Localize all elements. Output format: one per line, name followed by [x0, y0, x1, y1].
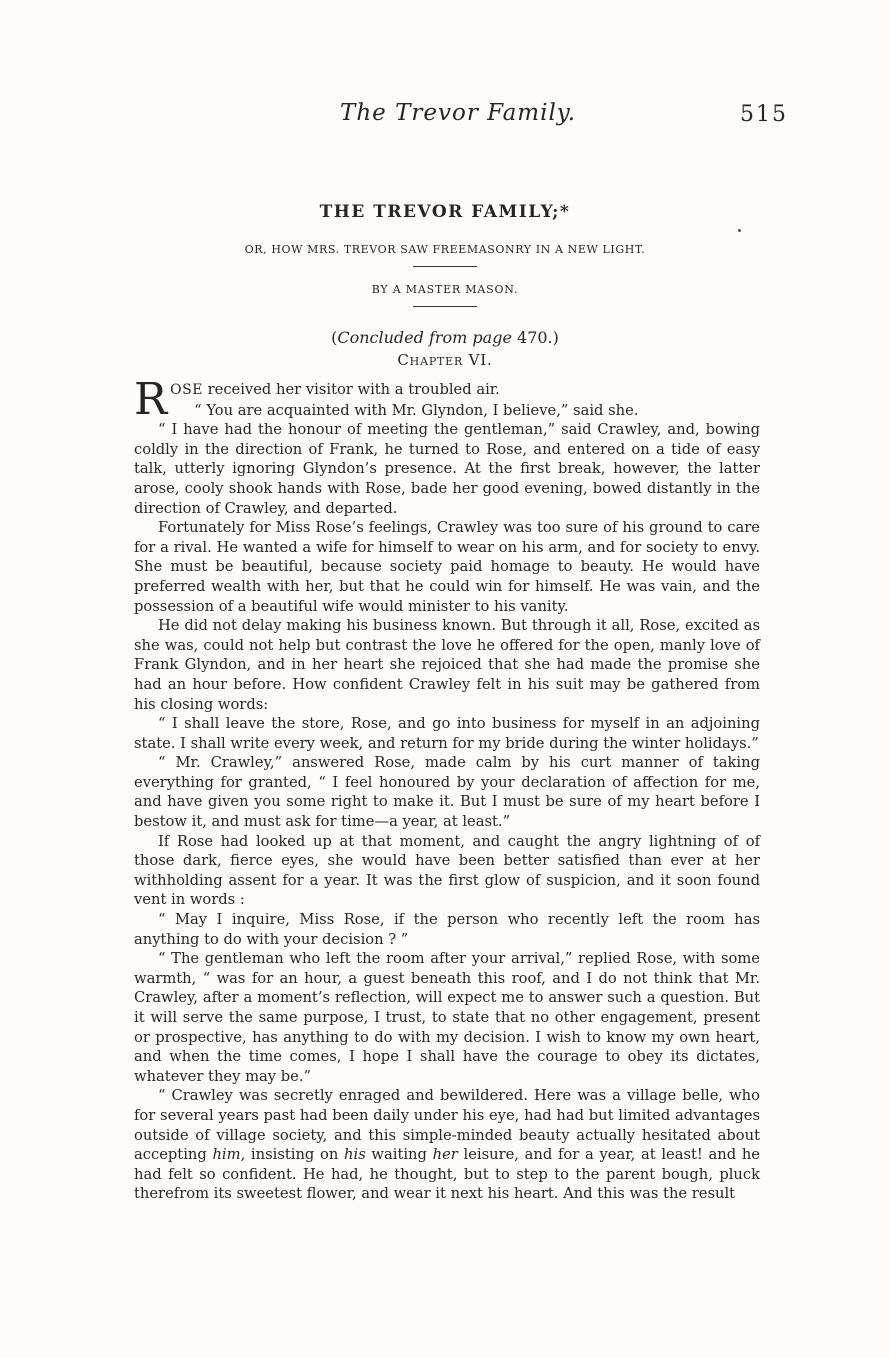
paragraph: If Rose had looked up at that moment, and caught the angry lightning of of those dark, fierce eyes, she would have been better satisfied than ever at her withholding assent for a year. It was the first glow of suspicion, and it soon found vent in words : [134, 832, 760, 909]
opening-text: received her visitor with a troubled air. [202, 381, 500, 398]
text-run: “ Crawley was secretly enraged and bewildered. Here was a village belle, who for several years past had been daily under his eye, had had but limited advantages outside of village society, and this simple-minded beauty actually hesitated about accepting [134, 1087, 760, 1164]
running-head [0, 100, 889, 134]
byline: BY A MASTER MASON. [371, 283, 519, 296]
running-title: The Trevor Family. [340, 100, 577, 126]
emphasis: his [344, 1146, 366, 1164]
text-run: waiting [365, 1146, 433, 1164]
divider-rule [413, 266, 477, 267]
article-subtitle: OR, HOW MRS. TREVOR SAW FREEMASONRY IN A NEW LIGHT. [244, 243, 646, 256]
continuation-italic: Concluded from page [337, 328, 512, 347]
drop-cap: R [134, 374, 168, 425]
emphasis: him [212, 1146, 241, 1164]
continuation-page: 470.) [511, 328, 559, 347]
article-title: THE TREVOR FAMILY;* [319, 202, 571, 222]
paragraph: “ I shall leave the store, Rose, and go into business for myself in an adjoining state. I shall write every week, and return for my bride during the winter holidays.” [134, 715, 760, 752]
continuation-note [135, 327, 755, 349]
paragraph: “ May I inquire, Miss Rose, if the person who recently left the room has anything to do with your decision ? ” [134, 911, 760, 948]
continuation-open: ( [331, 328, 338, 347]
opening-word: OSE [170, 382, 203, 398]
paragraph: “ You are acquainted with Mr. Glyndon, I believe,” said she. [194, 401, 639, 419]
emphasis: her [432, 1146, 458, 1164]
paragraph [134, 1086, 760, 1204]
paragraph: “ Mr. Crawley,” answered Rose, made calm by his curt manner of taking everything for granted, “ I feel honoured by your declaration of affection for me, and have given you some right to make it. But I must be sure of my heart before I bestow it, and must ask for time—a year, at least.” [134, 754, 760, 831]
body-text [134, 374, 760, 1204]
divider-rule [413, 306, 477, 307]
article-heading [135, 200, 755, 371]
chapter-heading: Chapter VI. [397, 351, 493, 369]
paragraph: He did not delay making his business known. But through it all, Rose, excited as she was, could not help but contrast the love he offered for the open, manly love of Frank Glyndon, and in her heart she rejoiced that she had made the promise she had an hour before. How confident Crawley felt in his suit may be gathered from his closing words: [134, 617, 760, 713]
text-run: , insisting on [240, 1146, 345, 1164]
page-number: 515 [740, 102, 788, 127]
paragraph: “ I have had the honour of meeting the gentleman,” said Crawley, and, bowing coldly in the direction of Frank, he turned to Rose, and entered on a tide of easy talk, utterly ignoring Glyndon’s presence. At the first break, however, the latter arose, cooly shook hands with Rose, bade her good evening, bowed distantly in the direction of Crawley, and departed. [134, 421, 760, 517]
text-run: leisure, and for a year, at least! and he had felt so confident. He had, he thought, but to step to the parent bough, pluck therefrom its sweetest flower, and wear it next his heart. And this was the result [134, 1146, 760, 1203]
paragraph: “ The gentleman who left the room after your arrival,” replied Rose, with some warmth, “ was for an hour, a guest beneath this roof, and I do not think that Mr. Crawley, after a moment’s reflection, will expect me to answer such a question. But it will serve the same purpose, I trust, to state that no other engagement, present or prospective, has anything to do with my decision. I wish to know my own heart, and when the time comes, I hope I shall have the courage to obey its dictates, whatever they may be.” [134, 950, 760, 1085]
paragraph: Fortunately for Miss Rose’s feelings, Crawley was too sure of his ground to care for a rival. He wanted a wife for himself to wear on his arm, and for society to envy. She must be beautiful, because society paid homage to beauty. He would have preferred wealth with her, but that he could win for himself. He was vain, and the possession of a beautiful wife would minister to his vanity. [134, 519, 760, 615]
